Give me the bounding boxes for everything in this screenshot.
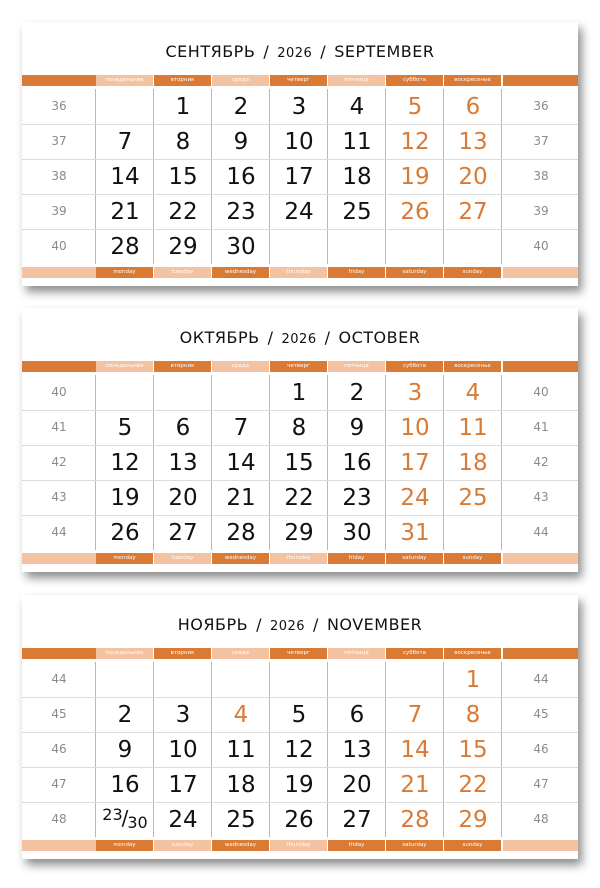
week-number-left: 40 [51,239,67,253]
header-band-left [22,648,96,659]
day-cell: 11 [226,737,256,763]
day-cell: 17 [168,772,198,798]
day-cell: 12 [284,737,314,763]
day-cell: 10 [168,737,198,763]
week-number-left: 36 [51,99,67,113]
weekday-label-en: monday [96,840,153,851]
week-number-right: 37 [533,134,549,148]
day-cell: 20 [168,485,198,511]
week-number-left: 37 [51,134,67,148]
month-name-en: NOVEMBER [326,615,423,634]
day-cell: 1 [175,94,191,120]
day-cell: 27 [168,520,198,546]
day-cell: 8 [465,702,481,728]
day-cell: 11 [458,415,488,441]
weekday-label-ru: вторник [154,75,211,86]
day-cell: 5 [117,415,133,441]
weekday-label-ru: пятница [328,648,385,659]
week-number-left: 44 [51,672,67,686]
title-separator: / [256,615,262,634]
footer-band-right [503,840,578,851]
title-separator: / [313,615,319,634]
day-cell: 30 [226,234,256,260]
weekday-label-ru: суббота [386,648,443,659]
weekday-label-en: sunday [444,267,501,278]
weekday-label-en: monday [96,553,153,564]
weekday-footer-en [22,553,578,564]
day-cell: 25 [342,199,372,225]
day-cell: 26 [110,520,140,546]
week-number-right: 40 [533,239,549,253]
day-cell: 28 [110,234,140,260]
day-cell: 2 [117,702,133,728]
weekday-label-ru: понедельник [96,648,153,659]
week-number-left: 38 [51,169,67,183]
week-number-right: 48 [533,812,549,826]
day-cell: 18 [226,772,256,798]
day-cell: 25 [458,485,488,511]
day-cell: 17 [284,164,314,190]
week-number-left: 40 [51,385,67,399]
month-year: 2026 [269,619,306,634]
day-cell: 23 [342,485,372,511]
weekday-label-en: thursday [270,553,327,564]
footer-band-left [22,267,96,278]
weekday-label-ru: среда [212,361,269,372]
weekday-label-ru: среда [212,648,269,659]
week-number-left: 46 [51,742,67,756]
weekday-label-en: tuesday [154,840,211,851]
day-cell: 1 [465,667,481,693]
day-cell: 26 [284,807,314,833]
week-number-right: 46 [533,742,549,756]
weekday-label-en: thursday [270,267,327,278]
day-cell: 15 [284,450,314,476]
day-cell: 7 [407,702,423,728]
weekday-label-en: tuesday [154,267,211,278]
weekday-label-ru: воскресенье [444,361,501,372]
weekday-label-ru: пятница [328,361,385,372]
weekday-label-ru: воскресенье [444,75,501,86]
header-band-right [503,648,578,659]
week-number-left: 48 [51,812,67,826]
month-year: 2026 [281,332,317,347]
weekday-label-en: friday [328,267,385,278]
day-cell: 24 [400,485,430,511]
weekday-label-en: wednesday [212,267,269,278]
day-cell: 19 [400,164,430,190]
day-cell: 3 [175,702,191,728]
day-cell: 2 [349,380,365,406]
month-name-en: SEPTEMBER [334,42,435,61]
day-cell: 5 [407,94,423,120]
weekday-label-en: wednesday [212,553,269,564]
day-cell: 14 [110,164,140,190]
day-cell: 16 [110,772,140,798]
day-cell: 31 [400,520,430,546]
weekday-label-en: friday [328,840,385,851]
day-cell: 29 [458,807,488,833]
week-number-right: 38 [533,169,549,183]
week-number-right: 44 [533,672,549,686]
footer-band-left [22,553,96,564]
day-cell: 29 [284,520,314,546]
day-cell: 13 [342,737,372,763]
day-cell: 28 [226,520,256,546]
weekday-label-en: saturday [386,267,443,278]
weekday-label-ru: четверг [270,648,327,659]
month-title [22,42,578,68]
month-name-ru: НОЯБРЬ [177,615,249,634]
day-cell: 15 [458,737,488,763]
day-cell: 7 [117,129,133,155]
day-cell: 4 [349,94,365,120]
day-cell: 27 [342,807,372,833]
footer-band-right [503,267,578,278]
day-cell: 24 [168,807,198,833]
day-cell: 22 [168,199,198,225]
month-year: 2026 [277,46,313,61]
header-band-right [503,75,578,86]
day-cell: 9 [117,737,133,763]
day-cell: 14 [400,737,430,763]
weekday-label-ru: пятница [328,75,385,86]
header-band-left [22,75,96,86]
day-cell: 16 [226,164,256,190]
week-number-left: 45 [51,707,67,721]
weekday-label-en: friday [328,553,385,564]
day-cell: 19 [110,485,140,511]
month-panel-november [22,595,578,859]
footer-band-left [22,840,96,851]
day-number: 30 [127,813,148,832]
day-cell: 13 [458,129,488,155]
weekday-label-ru: воскресенье [444,648,501,659]
month-title [22,615,578,641]
week-number-left: 39 [51,204,67,218]
day-cell: 13 [168,450,198,476]
weekday-label-ru: понедельник [96,75,153,86]
weekday-label-en: saturday [386,840,443,851]
day-cell: 27 [458,199,488,225]
day-number: 23 [102,805,123,824]
weekday-label-ru: четверг [270,361,327,372]
day-cell: 23 [226,199,256,225]
day-cell: 21 [400,772,430,798]
weekday-label-en: saturday [386,553,443,564]
day-cell: 4 [233,702,249,728]
day-cell: 22 [458,772,488,798]
week-number-left: 47 [51,777,67,791]
weekday-label-en: monday [96,267,153,278]
month-title [22,328,578,354]
day-cell: 22 [284,485,314,511]
title-separator: / [324,328,331,347]
week-number-right: 47 [533,777,549,791]
day-cell: 9 [349,415,365,441]
day-cell: 14 [226,450,256,476]
weekday-header-ru [22,648,578,659]
week-number-right: 36 [533,99,549,113]
day-cell: 9 [233,129,249,155]
weekday-label-ru: понедельник [96,361,153,372]
day-cell: 4 [465,380,481,406]
month-name-en: OCTOBER [338,328,421,347]
week-number-right: 43 [533,490,549,504]
week-number-right: 45 [533,707,549,721]
header-band-left [22,361,96,372]
day-cell: 6 [175,415,191,441]
header-band-right [503,361,578,372]
week-number-left: 44 [51,525,67,539]
day-cell: 17 [400,450,430,476]
day-cell: 26 [400,199,430,225]
day-cell: 20 [458,164,488,190]
month-panel-october [22,308,578,572]
day-grid [22,89,578,264]
weekday-label-en: sunday [444,840,501,851]
week-number-right: 41 [533,420,549,434]
day-cell: 6 [465,94,481,120]
day-cell: 30 [342,520,372,546]
weekday-label-ru: вторник [154,361,211,372]
weekday-footer-en [22,267,578,278]
day-cell: 8 [175,129,191,155]
weekday-label-ru: вторник [154,648,211,659]
weekday-label-ru: суббота [386,361,443,372]
weekday-label-ru: четверг [270,75,327,86]
week-number-left: 43 [51,490,67,504]
day-cell: 20 [342,772,372,798]
day-cell: 16 [342,450,372,476]
day-cell: 7 [233,415,249,441]
title-separator: / [263,42,270,61]
day-cell [96,802,154,837]
footer-band-right [503,553,578,564]
weekday-label-ru: среда [212,75,269,86]
day-cell: 29 [168,234,198,260]
month-panel-september [22,22,578,286]
weekday-label-en: wednesday [212,840,269,851]
day-cell: 18 [342,164,372,190]
day-grid [22,662,578,837]
weekday-footer-en [22,840,578,851]
day-cell: 1 [291,380,307,406]
title-separator: / [320,42,327,61]
day-cell: 12 [400,129,430,155]
day-cell: 24 [284,199,314,225]
weekday-label-en: thursday [270,840,327,851]
week-number-left: 41 [51,420,67,434]
day-cell: 11 [342,129,372,155]
day-cell: 5 [291,702,307,728]
day-cell: 19 [284,772,314,798]
week-number-right: 42 [533,455,549,469]
day-cell: 21 [226,485,256,511]
day-cell: 10 [400,415,430,441]
weekday-header-ru [22,75,578,86]
day-cell: 2 [233,94,249,120]
day-cell: 18 [458,450,488,476]
month-name-ru: ОКТЯБРЬ [179,328,260,347]
day-cell: 6 [349,702,365,728]
week-number-right: 39 [533,204,549,218]
week-number-right: 40 [533,385,549,399]
day-cell: 3 [407,380,423,406]
title-separator: / [267,328,274,347]
day-separator: / [121,806,129,830]
day-cell: 28 [400,807,430,833]
day-cell: 15 [168,164,198,190]
day-cell: 12 [110,450,140,476]
day-cell: 3 [291,94,307,120]
day-cell: 8 [291,415,307,441]
day-grid [22,375,578,550]
weekday-label-en: tuesday [154,553,211,564]
week-number-right: 44 [533,525,549,539]
week-number-left: 42 [51,455,67,469]
day-cell: 21 [110,199,140,225]
weekday-header-ru [22,361,578,372]
weekday-label-ru: суббота [386,75,443,86]
day-cell: 10 [284,129,314,155]
day-cell: 25 [226,807,256,833]
weekday-label-en: sunday [444,553,501,564]
month-name-ru: СЕНТЯБРЬ [165,42,256,61]
